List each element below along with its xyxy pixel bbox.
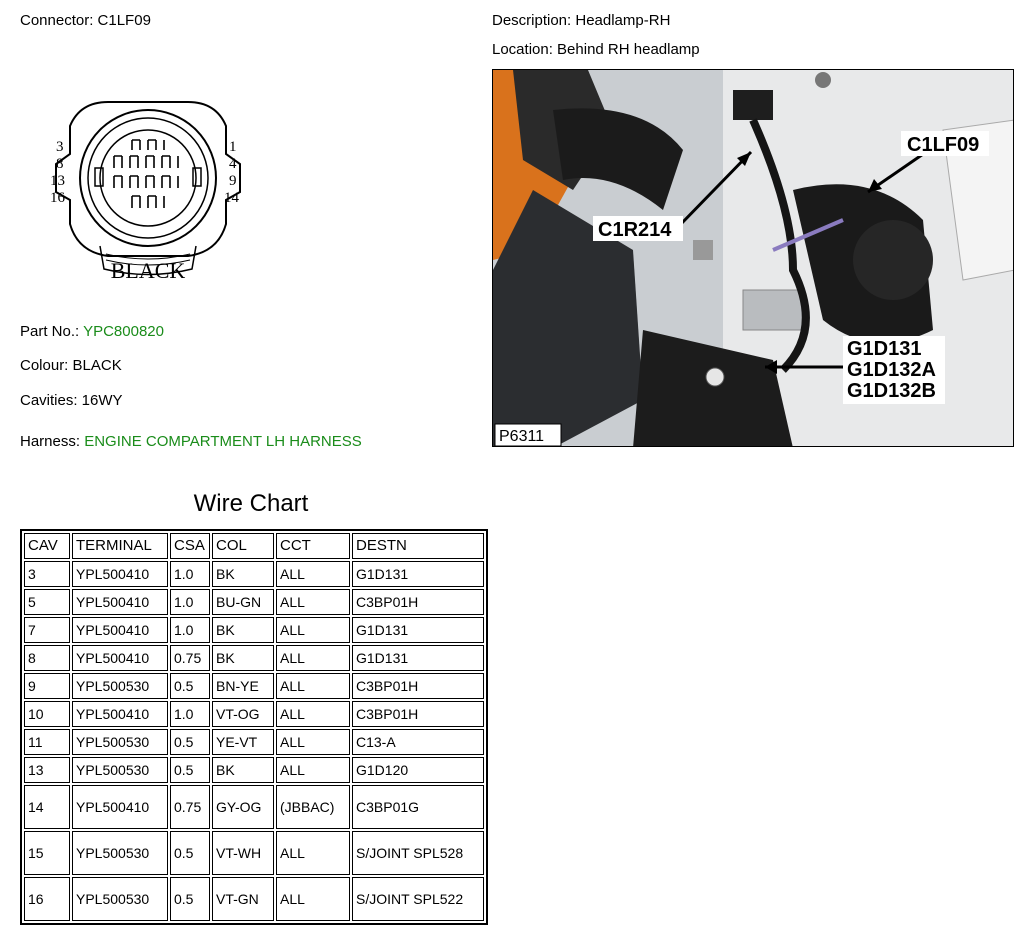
table-row [24, 617, 484, 643]
connector-colour-caption: BLACK [110, 258, 186, 283]
cell-terminal: YPL500410 [72, 589, 168, 615]
table-row [24, 785, 484, 829]
cell-destn: C3BP01H [352, 701, 484, 727]
cell-cav: 14 [24, 785, 70, 829]
cell-cct: ALL [276, 831, 350, 875]
part-number [20, 323, 164, 340]
callout-c1lf09: C1LF09 [907, 134, 980, 156]
cell-cct: ALL [276, 673, 350, 699]
callout-g1d132a: G1D132A [847, 359, 936, 381]
cell-cav: 3 [24, 561, 70, 587]
cell-destn: G1D131 [352, 617, 484, 643]
cavities-label: Cavities: 16WY [20, 392, 123, 409]
harness-label: Harness: [20, 433, 81, 450]
cell-cav: 9 [24, 673, 70, 699]
location-photo [492, 69, 1014, 447]
table-row [24, 757, 484, 783]
pin-label-1: 1 [229, 139, 237, 155]
cell-terminal: YPL500410 [72, 785, 168, 829]
cell-col: BK [212, 617, 274, 643]
cell-cav: 16 [24, 877, 70, 921]
col-header-terminal: TERMINAL [72, 533, 168, 559]
cell-col: BK [212, 645, 274, 671]
table-row [24, 645, 484, 671]
col-header-destn: DESTN [352, 533, 484, 559]
harness [20, 433, 362, 450]
table-row [24, 673, 484, 699]
cell-cct: ALL [276, 757, 350, 783]
wire-chart-title: Wire Chart [193, 490, 309, 517]
table-row [24, 729, 484, 755]
cell-cct: ALL [276, 589, 350, 615]
cell-col: VT-OG [212, 701, 274, 727]
table-row [24, 701, 484, 727]
connector-face-diagram [48, 94, 248, 294]
wire-chart-table [20, 529, 488, 925]
cell-csa: 0.5 [170, 877, 210, 921]
cell-cct: ALL [276, 617, 350, 643]
col-header-col: COL [212, 533, 274, 559]
cell-csa: 0.5 [170, 673, 210, 699]
cell-destn: C3BP01H [352, 589, 484, 615]
cell-cct: ALL [276, 729, 350, 755]
photo-id: P6311 [499, 428, 545, 445]
cell-destn: C13-A [352, 729, 484, 755]
description-label: Description: Headlamp-RH [492, 12, 671, 29]
cell-terminal: YPL500410 [72, 561, 168, 587]
table-row [24, 831, 484, 875]
pin-label-16: 16 [50, 190, 65, 206]
cell-col: BK [212, 561, 274, 587]
cell-destn: G1D120 [352, 757, 484, 783]
cell-terminal: YPL500530 [72, 729, 168, 755]
cell-cav: 10 [24, 701, 70, 727]
cell-col: YE-VT [212, 729, 274, 755]
location-label: Location: Behind RH headlamp [492, 41, 700, 58]
cell-cct: ALL [276, 561, 350, 587]
cell-terminal: YPL500530 [72, 877, 168, 921]
pin-label-13: 13 [50, 173, 65, 189]
cell-csa: 0.75 [170, 645, 210, 671]
cell-cav: 7 [24, 617, 70, 643]
col-header-csa: CSA [170, 533, 210, 559]
colour-label: Colour: BLACK [20, 357, 122, 374]
cell-cav: 8 [24, 645, 70, 671]
cell-cct: (JBBAC) [276, 785, 350, 829]
cell-col: VT-WH [212, 831, 274, 875]
cell-cct: ALL [276, 701, 350, 727]
table-row [24, 589, 484, 615]
cell-csa: 0.5 [170, 831, 210, 875]
cell-terminal: YPL500530 [72, 673, 168, 699]
cell-terminal: YPL500410 [72, 645, 168, 671]
table-row [24, 877, 484, 921]
cell-cav: 5 [24, 589, 70, 615]
cell-col: VT-GN [212, 877, 274, 921]
cell-terminal: YPL500410 [72, 701, 168, 727]
cell-csa: 0.75 [170, 785, 210, 829]
cell-destn: G1D131 [352, 561, 484, 587]
cell-terminal: YPL500410 [72, 617, 168, 643]
part-number-value: YPC800820 [83, 323, 164, 340]
cell-cct: ALL [276, 877, 350, 921]
cell-col: BK [212, 757, 274, 783]
part-number-label: Part No.: [20, 323, 80, 340]
cell-destn: S/JOINT SPL522 [352, 877, 484, 921]
callout-g1d131: G1D131 [847, 338, 922, 360]
cell-csa: 0.5 [170, 757, 210, 783]
cell-csa: 0.5 [170, 729, 210, 755]
cell-destn: C3BP01G [352, 785, 484, 829]
cell-destn: C3BP01H [352, 673, 484, 699]
pin-label-14: 14 [224, 190, 239, 206]
photo-illustration [493, 70, 1014, 447]
callout-c1r214: C1R214 [598, 219, 672, 241]
cell-terminal: YPL500530 [72, 757, 168, 783]
cell-col: BU-GN [212, 589, 274, 615]
pin-label-4: 4 [229, 156, 237, 172]
cell-terminal: YPL500530 [72, 831, 168, 875]
cell-csa: 1.0 [170, 589, 210, 615]
pin-label-3: 3 [56, 139, 64, 155]
cell-cav: 11 [24, 729, 70, 755]
harness-value: ENGINE COMPARTMENT LH HARNESS [84, 433, 362, 450]
cell-cct: ALL [276, 645, 350, 671]
cell-destn: G1D131 [352, 645, 484, 671]
callout-g1d132b: G1D132B [847, 380, 936, 402]
cell-cav: 13 [24, 757, 70, 783]
pin-label-8: 8 [56, 156, 64, 172]
pin-label-9: 9 [229, 173, 237, 189]
cell-cav: 15 [24, 831, 70, 875]
table-header-row [24, 533, 484, 559]
col-header-cav: CAV [24, 533, 70, 559]
cell-csa: 1.0 [170, 701, 210, 727]
cell-csa: 1.0 [170, 617, 210, 643]
cell-col: GY-OG [212, 785, 274, 829]
cell-destn: S/JOINT SPL528 [352, 831, 484, 875]
cell-csa: 1.0 [170, 561, 210, 587]
col-header-cct: CCT [276, 533, 350, 559]
cell-col: BN-YE [212, 673, 274, 699]
table-row [24, 561, 484, 587]
connector-label: Connector: C1LF09 [20, 12, 151, 29]
